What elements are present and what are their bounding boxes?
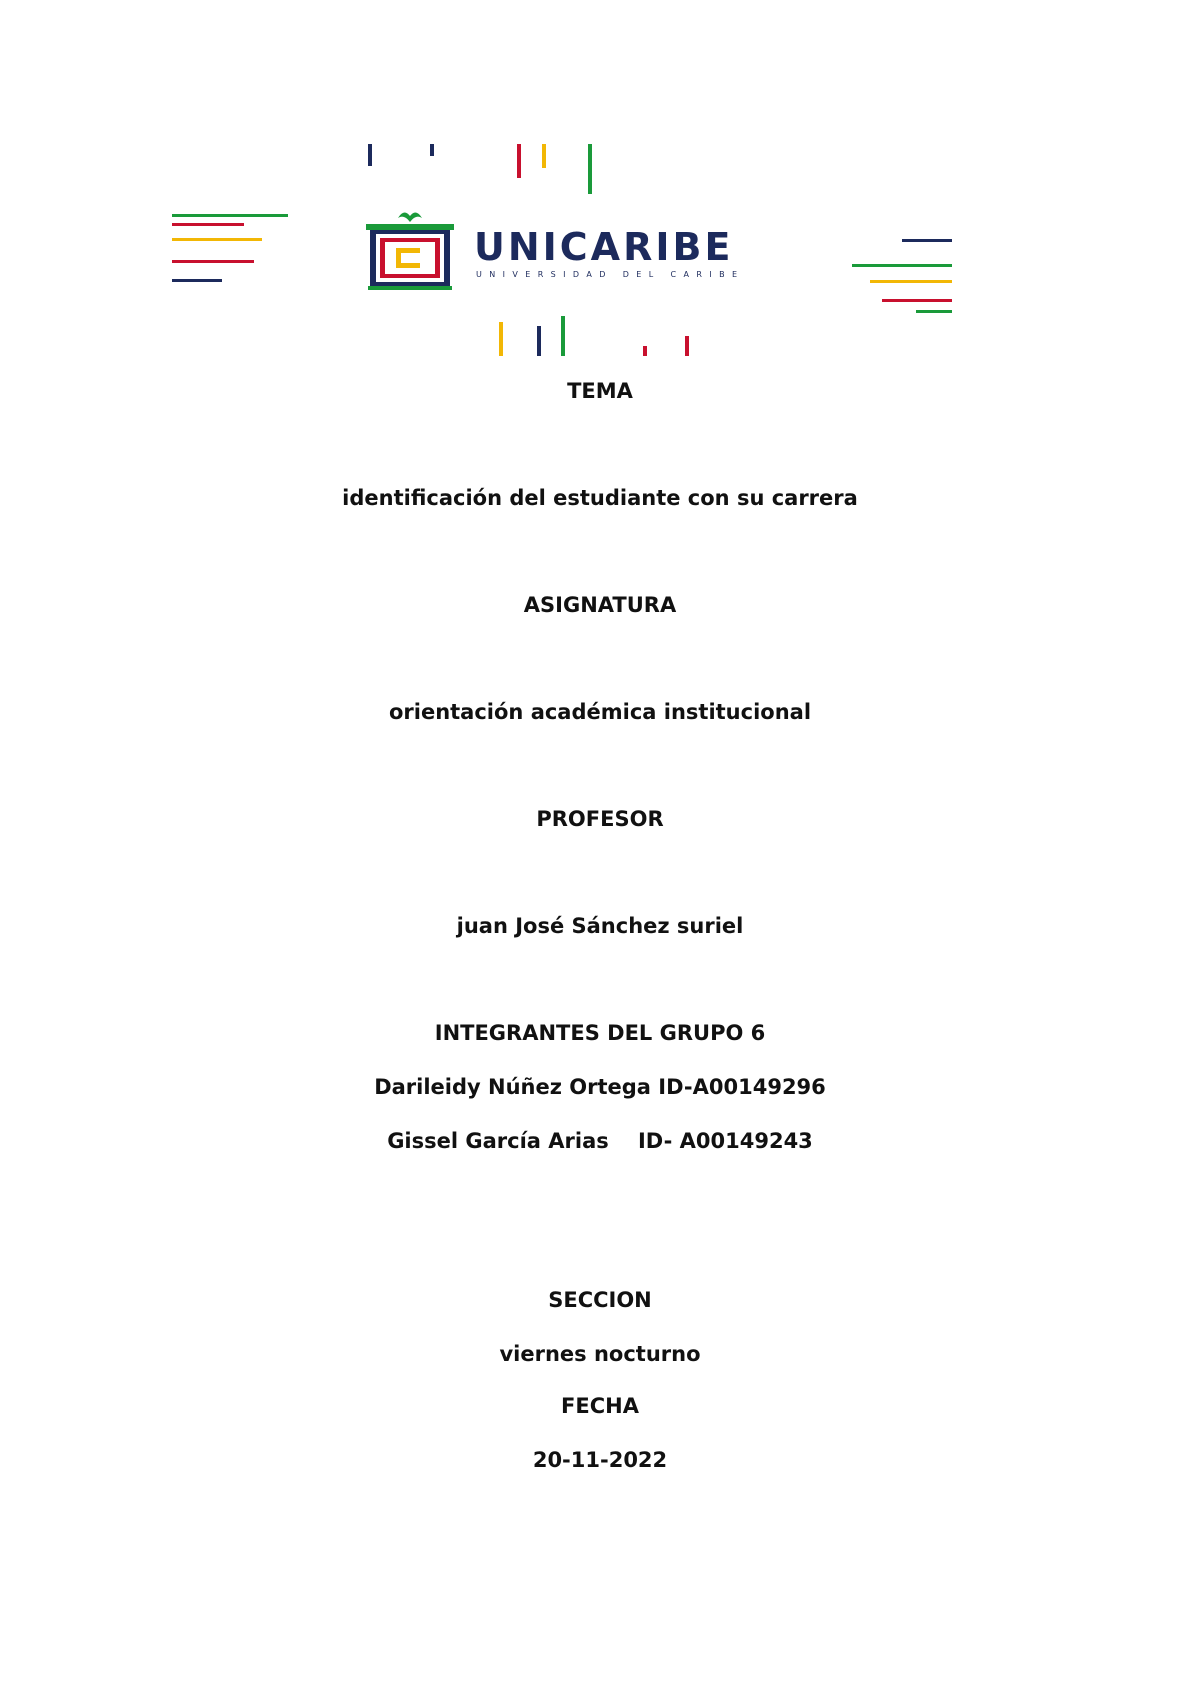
top-ticks <box>368 144 592 194</box>
logo-tagline: UNIVERSIDAD DEL CARIBE <box>476 270 745 279</box>
right-stripes <box>852 239 952 313</box>
section-heading: SECCION <box>548 1288 652 1312</box>
subject-heading: ASIGNATURA <box>523 593 677 617</box>
topic-value: identificación del estudiante con su carrera <box>342 486 858 510</box>
professor-value: juan José Sánchez suriel <box>456 914 744 938</box>
logo-wordmark: UNICARIBE <box>474 225 734 269</box>
topic-heading: TEMA <box>567 379 633 403</box>
bottom-ticks <box>499 316 689 356</box>
decorative-stripes <box>0 0 1200 380</box>
book-emblem-icon <box>360 200 460 300</box>
professor-heading: PROFESOR <box>536 807 664 831</box>
members-heading: INTEGRANTES DEL GRUPO 6 <box>434 1021 766 1045</box>
unicaribe-logo <box>360 200 770 300</box>
section-value: viernes nocturno <box>499 1342 701 1366</box>
left-stripes <box>172 214 288 282</box>
date-value: 20-11-2022 <box>532 1448 668 1472</box>
member-line: Darileidy Núñez Ortega ID-A00149296 <box>374 1075 826 1099</box>
subject-value: orientación académica institucional <box>388 700 812 724</box>
member-line: Gissel García Arias ID- A00149243 <box>387 1129 813 1153</box>
date-heading: FECHA <box>561 1394 639 1418</box>
